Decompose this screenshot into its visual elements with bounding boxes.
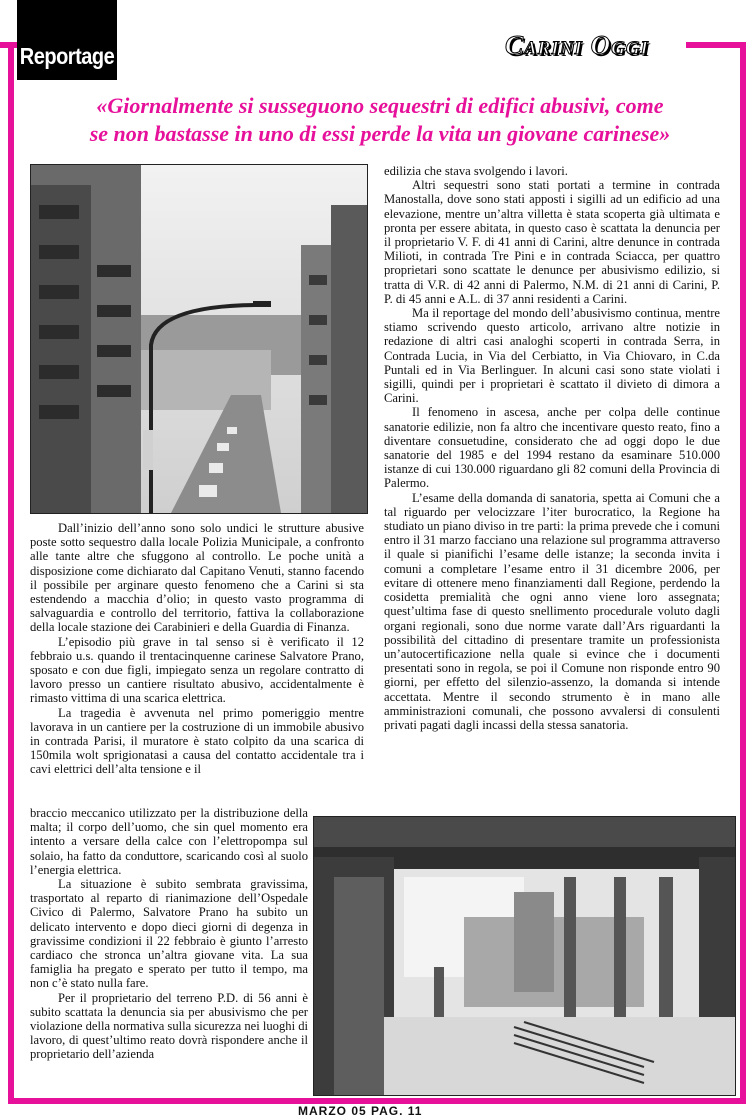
headline-line-1: «Giornalmente si susseguono sequestri di edifici abusivi, come — [96, 93, 664, 118]
building-photo-image — [314, 817, 735, 1095]
paragraph: braccio meccanico utilizzato per la distribuzione della malta; il corpo dell’uomo, che sin quel momento era intento a versare della calce con l’elettropompa sul solaio, ha fatto da conduttore, scaricando così al suolo l’energia elettrica. — [30, 806, 308, 877]
paragraph: La tragedia è avvenuta nel primo pomeriggio mentre lavorava in un cantiere per la costruzione di un immobile abusivo in contrada Parisi, il muratore è stato colpito da una scarica di 150mila wolt sprigionatasi a causa del contatto accidentale tra i cavi elettrici dell’alta tensione e il — [30, 705, 364, 777]
headline-line-2: se non bastasse in uno di essi perde la vita un giovane carinese» — [89, 121, 671, 146]
article-column-right — [384, 164, 720, 732]
paragraph: L’episodio più grave in tal senso si è verificato il 12 febbraio u.s. quando il trentacinquenne carinese Salvatore Prano, sposato e con due figli, impiegato senza un regolare contratto di lavoro presso un cantiere risultato abusivo, accidentalmente è rimasto vittima di una scarica elettrica. — [30, 634, 364, 706]
paragraph: L’esame della domanda di sanatoria, spetta ai Comuni che a tal riguardo per velocizzare l’iter burocratico, la Regione ha studiato un piano diviso in tre parti: la prima prevede che i comuni entro il 31 marzo facciano una relazione sul programma attraverso il quale si pianifichi l’esame delle istanze; la seconda invita i comuni a completare l’esame entro il 31 dicembre 2006, per evitare di ottenere meno finanziamenti dall Regione, perdendo la cosidetta premialità che ogni anno viene loro assegnata; quest’ultima fase di questo snellimento procedurale voluto dagli organi regionali, sono due norme varate dall’Ars riguardanti la possibilità del cittadino di presentare tramite un professionista un’autocertificazione nella quale si evince che i documenti presentati sono in regola, se poi il Comune non risponde entro 90 giorni, per effetto del silenzio-assenzo, la domanda si intende accettata. Mentre il secondo strumento è in mano alle amministrazioni comunali, che possono avvalersi di consulenti privati pagati dagli incassi della stessa sanatoria. — [384, 490, 720, 732]
paragraph: La situazione è subito sembrata gravissima, trasportato al reparto di rianimazione dell’Ospedale Civico di Palermo, Salvatore Prano ha subito un delicato intervento e dopo dieci giorni di degenza in gravissime condizioni il 22 febbraio è giunto l’arresto cardiaco che stronca un’altra giovane vita. La sua famiglia ha pregato e sperato per tutto il tempo, ma non c’è stato nulla fare. — [30, 877, 308, 991]
street-photo-image — [31, 165, 367, 513]
frame-bar-left — [8, 42, 14, 1104]
paragraph: edilizia che stava svolgendo i lavori. — [384, 164, 568, 178]
street-photo — [30, 164, 368, 514]
article-column-left-top — [30, 521, 364, 777]
paragraph: Altri sequestri sono stati portati a termine in contrada Manostalla, dove sono stati apposti i sigilli ad un edificio ad una elevazione, mentre un’altra villetta è stata scoperta già ultimata e pronta per essere abitata, in questo caso è scattata la denuncia per il proprietario V. F. di 41 anni di Carini, altre denunce in contrada Milioti, in contrada Tre Pini e in contrada Sciacca, per quattro proprietari sono scattate le denunce per abusivismo edilizio, si tratta di V.R. di 42 anni di Palermo, N.M. di 21 anni di Carini, P. P. di 45 anni e A.L. di 37 anni residenti a Carini. — [384, 178, 720, 306]
paragraph: Per il proprietario del terreno P.D. di 56 anni è subito scattata la denuncia sia per abusivismo che per violazione della normativa sulla sicurezza nei luoghi di lavoro, di quest’ultimo reato dovrà rispondere anche il proprietario dell’azienda — [30, 990, 309, 1062]
building-photo — [313, 816, 736, 1096]
frame-bar-top-right — [686, 42, 746, 48]
paragraph: Il fenomeno in ascesa, anche per colpa delle continue sanatorie edilizie, non fa altro che incentivare questo reato, fino a diventare consuetudine, considerato che ad oggi dopo le due sanatorie del 1985 e del 1994 restano da esaminare 510.000 istanze di cui 130.000 riguardano gli 82 comuni della Provincia di Palermo. — [384, 405, 720, 491]
article-column-left-wrap — [30, 806, 308, 1062]
paragraph: Dall’inizio dell’anno sono solo undici le strutture abusive poste sotto sequestro dalla locale Polizia Municipale, a confronto alle tante altre che sfuggono al controllo. Le poche unità a disposizione come dichiarato dal Capitano Venuti, stanno facendo il possibile per arginare questo fenomeno che a Carini si sta estendendo a macchia d’olio; in questo vasto programma di salvaguardia e controllo del territorio, fattiva la collaborazione della locale stazione dei Carabinieri e della Guardia di Finanza. — [30, 521, 364, 635]
page-footer: MARZO 05 PAG. 11 — [298, 1104, 423, 1118]
frame-bar-right — [740, 42, 746, 1104]
headline — [30, 92, 730, 148]
paragraph: Ma il reportage del mondo dell’abusivismo continua, mentre stiamo scrivendo questo articolo, arrivano altre notizie in redazione di altri casi analoghi scoperti in contrada Serra, in Contrada Lucia, in Via del Cerbiatto, in Via Chiovaro, in C.da Puntali ed in Via Berlinguer. In alcuni casi sono state violati i sigilli, quindi per i proprietari è scattato il divieto di dimora a Carini. — [384, 306, 720, 406]
section-label: Reportage — [17, 0, 117, 80]
masthead-logo: Carini Oggi — [505, 30, 649, 60]
